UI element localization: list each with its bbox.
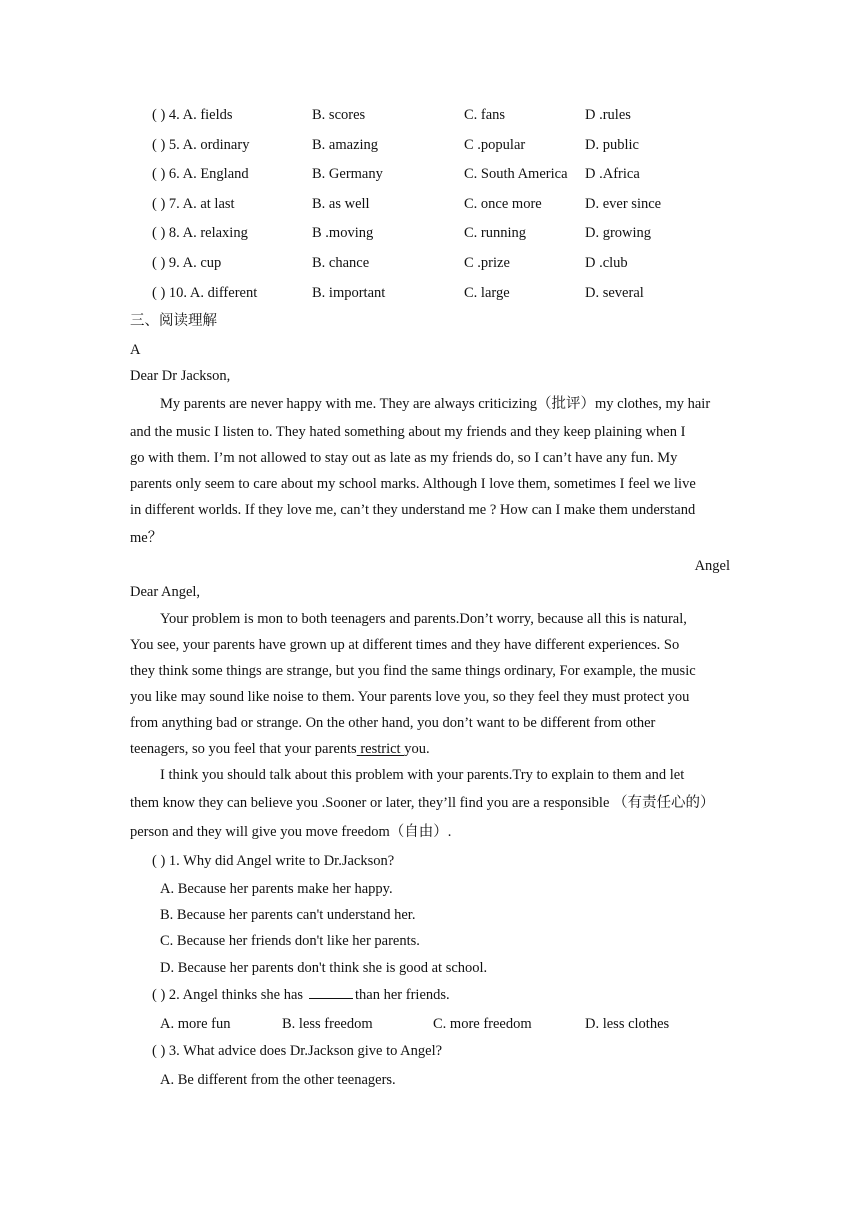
cloze-option-d: D. several: [585, 285, 644, 301]
option-text: D. Because her parents don't think she is good at school.: [160, 960, 488, 976]
cloze-question-option-a: ( ) 4. A. fields: [152, 107, 233, 123]
cloze-option-b: B. amazing: [312, 137, 379, 153]
reply-text: teenagers, so you feel that your parents: [130, 741, 357, 757]
cloze-option-d: D .Africa: [585, 166, 640, 182]
letter-line: in different worlds. If they love me, can’t they understand me ? How can I make them understand: [130, 502, 696, 518]
reply-line: You see, your parents have grown up at different times and they have different experiences. So: [130, 637, 680, 653]
answer-blank: [309, 986, 353, 999]
underlined-word: restrict: [356, 741, 405, 757]
cloze-option-d: D. growing: [585, 225, 652, 241]
cloze-question-option-a: ( ) 5. A. ordinary: [152, 137, 250, 153]
cloze-option-d: D .club: [585, 255, 628, 271]
question-1: ( ) 1. Why did Angel write to Dr.Jackson?: [152, 853, 395, 869]
cloze-option-d: D. ever since: [585, 196, 662, 212]
reply-line: from anything bad or strange. On the other hand, you don’t want to be different from other: [130, 715, 656, 731]
question-text: than her friends.: [355, 987, 450, 1003]
cloze-row: [0, 195, 860, 213]
cloze-option-b: B. as well: [312, 196, 370, 212]
cloze-option-b: B. important: [312, 285, 386, 301]
letter-line: me？: [130, 530, 163, 546]
reply-line: person and they will give you move freedom（自由）.: [130, 824, 452, 840]
letter-line: and the music I listen to. They hated something about my friends and they keep plaining when I: [130, 424, 686, 440]
option-text: A. Be different from the other teenagers.: [160, 1072, 396, 1088]
question-text: ( ) 2. Angel thinks she has: [152, 987, 304, 1003]
section-heading: 三、阅读理解: [130, 313, 217, 329]
cloze-question-option-a: ( ) 7. A. at last: [152, 196, 235, 212]
reply-line: you like may sound like noise to them. Your parents love you, so they feel they must protect you: [130, 689, 690, 705]
cloze-row: [0, 224, 860, 242]
cloze-option-c: C .popular: [464, 137, 526, 153]
reply-line: them know they can believe you .Sooner or later, they’ll find you are a responsible （有责任心的）: [130, 795, 715, 811]
option-text: D. less clothes: [585, 1016, 670, 1032]
cloze-row: [0, 254, 860, 272]
option-text: C. more freedom: [433, 1016, 532, 1032]
question-2: [152, 986, 450, 1004]
reply-line: [130, 740, 430, 758]
cloze-option-b: B. Germany: [312, 166, 383, 182]
cloze-option-c: C. running: [464, 225, 527, 241]
letter-line: go with them. I’m not allowed to stay out as late as my friends do, so I can’t have any fun. My: [130, 450, 678, 466]
option-text: B. less freedom: [282, 1016, 373, 1032]
cloze-row: [0, 284, 860, 302]
cloze-option-c: C. once more: [464, 196, 542, 212]
reply-text: you.: [404, 741, 430, 757]
cloze-row: [0, 165, 860, 183]
cloze-option-b: B. chance: [312, 255, 370, 271]
cloze-question-option-a: ( ) 9. A. cup: [152, 255, 222, 271]
letter-line: parents only seem to care about my school marks. Although I love them, sometimes I feel we live: [130, 476, 696, 492]
option-text: C. Because her friends don't like her parents.: [160, 933, 420, 949]
cloze-question-option-a: ( ) 6. A. England: [152, 166, 249, 182]
cloze-option-d: D. public: [585, 137, 639, 153]
reply-line: Your problem is mon to both teenagers and parents.Don’t worry, because all this is natural,: [160, 611, 687, 627]
letter-line: My parents are never happy with me. They are always criticizing（批评）my clothes, my hair: [160, 396, 711, 412]
letter-greeting: Dear Dr Jackson,: [130, 368, 231, 384]
cloze-option-c: C .prize: [464, 255, 510, 271]
cloze-option-d: D .rules: [585, 107, 631, 123]
cloze-option-c: C. large: [464, 285, 510, 301]
letter-signature: Angel: [694, 558, 730, 574]
passage-label: A: [130, 342, 141, 358]
cloze-row: [0, 106, 860, 124]
cloze-row: [0, 136, 860, 154]
reply-line: I think you should talk about this problem with your parents.Try to explain to them and let: [160, 767, 685, 783]
cloze-option-c: C. South America: [464, 166, 568, 182]
cloze-question-option-a: ( ) 10. A. different: [152, 285, 258, 301]
cloze-option-c: C. fans: [464, 107, 506, 123]
question-3: ( ) 3. What advice does Dr.Jackson give to Angel?: [152, 1043, 443, 1059]
cloze-option-b: B .moving: [312, 225, 374, 241]
cloze-question-option-a: ( ) 8. A. relaxing: [152, 225, 248, 241]
reply-greeting: Dear Angel,: [130, 584, 201, 600]
question-2-options: [160, 1015, 720, 1033]
option-text: A. more fun: [160, 1016, 231, 1032]
option-text: A. Because her parents make her happy.: [160, 881, 393, 897]
reply-line: they think some things are strange, but you find the same things ordinary, For example, the music: [130, 663, 696, 679]
cloze-option-b: B. scores: [312, 107, 366, 123]
option-text: B. Because her parents can't understand her.: [160, 907, 416, 923]
